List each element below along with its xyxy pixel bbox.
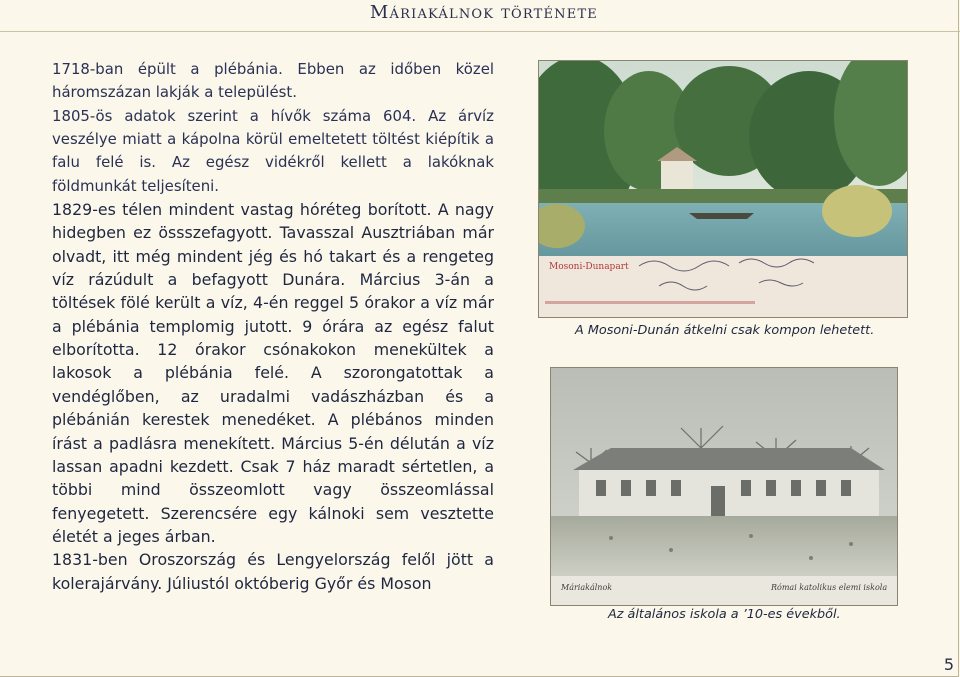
school-photo-label-right: Római katolikus elemi iskola — [771, 583, 888, 592]
postcard-inscription: Mosoni-Dunapart — [549, 262, 629, 272]
body-text — [52, 58, 494, 595]
page-number: 5 — [943, 655, 954, 674]
header-rule — [0, 31, 960, 32]
ferry-postcard-photo — [538, 60, 908, 318]
school-photo-label-left: Máriakálnok — [561, 583, 613, 592]
ferry-caption: A Mosoni-Dunán átkelni csak kompon lehetett. — [575, 323, 875, 338]
running-header: Máriakálnok története — [369, 2, 598, 23]
paragraph-1831: 1831-ben Oroszország és Lengyelország felől jött a kolerajárvány. Júliustól októberig Győr és Moson — [52, 550, 494, 593]
paragraph-1829: 1829-es télen mindent vastag hóréteg borított. A nagy hidegben ez össszefagyott. Tavasszal Ausztriában már olvadt, itt még mindent jég és hó takart és a rengeteg víz rázúdult a befagyott Dunára. Március 3-án a töltések fölé került a víz, 4-én reggel 5 órakor a víz már a plébánia templomig jutott. 9 órára az egész falut elborította. 12 órakor csónakokon menekültek a lakosok a plébánia felé. A szorongatottak a vendéglőben, az uradalmi vadászházban és a plébánián kerestek menedéket. A plébános minden írást a padlásra menekített. Március 5-én délután a víz lassan apadni kezdett. Csak 7 ház maradt sértetlen, a többi mind összeomlott vagy összeomlással fenyegetett. Szerencsére egy kálnoki sem vesztette életét a jeges árban. — [52, 200, 494, 546]
school-caption: Az általános iskola a ’10-es évekből. — [608, 607, 841, 622]
school-photo — [550, 367, 898, 606]
paragraph-1718: 1718-ban épült a plébánia. Ebben az időben közel háromszázan lakják a települést. — [52, 60, 494, 102]
paragraph-1805: 1805-ös adatok szerint a hívők száma 604. Az árvíz veszélye miatt a kápolna körül emeltetett töltést kiépítik a falu felé is. Az egész vidékről kellett a lakóknak földmunkát teljesíteni. — [52, 106, 494, 195]
